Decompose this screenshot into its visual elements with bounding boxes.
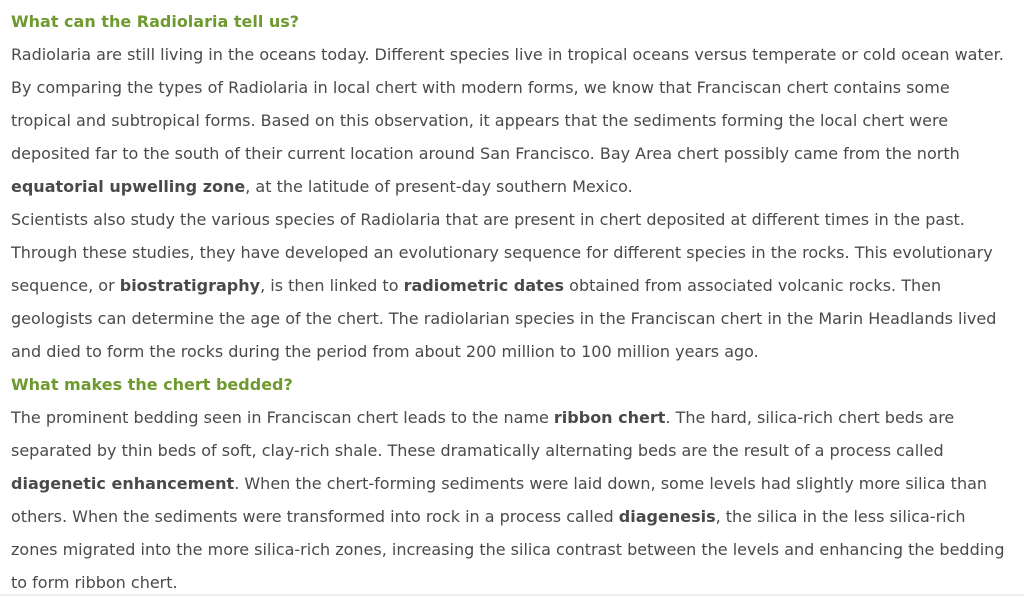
term-biostratigraphy: biostratigraphy [119, 276, 261, 295]
paragraph-radiolaria-living [11, 38, 1011, 203]
paragraph-ribbon-chert [11, 401, 1011, 599]
section-heading-radiolaria: What can the Radiolaria tell us? [11, 12, 300, 31]
term-equatorial-upwelling-zone: equatorial upwelling zone [11, 177, 246, 196]
text-run: , the silica in the less silica-rich zones migrated into the more silica-rich zones, increasing the silica contrast between the levels and enhancing the bedding to form ribbon chert. [11, 507, 1005, 592]
term-diagenesis: diagenesis [618, 507, 716, 526]
text-run: Radiolaria are still living in the oceans today. Different species live in tropical oceans versus temperate or cold ocean water. By comparing the types of Radiolaria in local chert with modern forms, we know that Franciscan chert contains some tropical and subtropical forms. Based on this observation, it appears that the sediments forming the local chert were deposited far to the south of their current location around San Francisco. Bay Area chert possibly came from the north [11, 45, 1004, 163]
text-run: Scientists also study the various species of Radiolaria that are present in chert deposited at different times in the past. Through these studies, they have developed an evolutionary sequence for different species in the rocks. This evolutionary sequence, or [11, 210, 993, 295]
text-run: obtained from associated volcanic rocks. Then geologists can determine the age of the chert. The radiolarian species in the Franciscan chert in the Marin Headlands lived and died to form the rocks during the period from about 200 million to 100 million years ago. [11, 276, 997, 361]
article-content [11, 5, 1011, 599]
term-radiometric-dates: radiometric dates [403, 276, 565, 295]
text-run: , at the latitude of present-day southern Mexico. [245, 177, 633, 196]
paragraph-biostratigraphy [11, 203, 1011, 368]
term-ribbon-chert: ribbon chert [553, 408, 666, 427]
text-run: . The hard, silica-rich chert beds are separated by thin beds of soft, clay-rich shale. These dramatically alternating beds are the result of a process called [11, 408, 955, 460]
term-diagenetic-enhancement: diagenetic enhancement [11, 474, 235, 493]
text-run: The prominent bedding seen in Franciscan chert leads to the name [11, 408, 554, 427]
section-heading-bedding: What makes the chert bedded? [11, 375, 293, 394]
text-run: , is then linked to [260, 276, 404, 295]
text-run: . When the chert-forming sediments were laid down, some levels had slightly more silica than others. When the sediments were transformed into rock in a process called [11, 474, 988, 526]
